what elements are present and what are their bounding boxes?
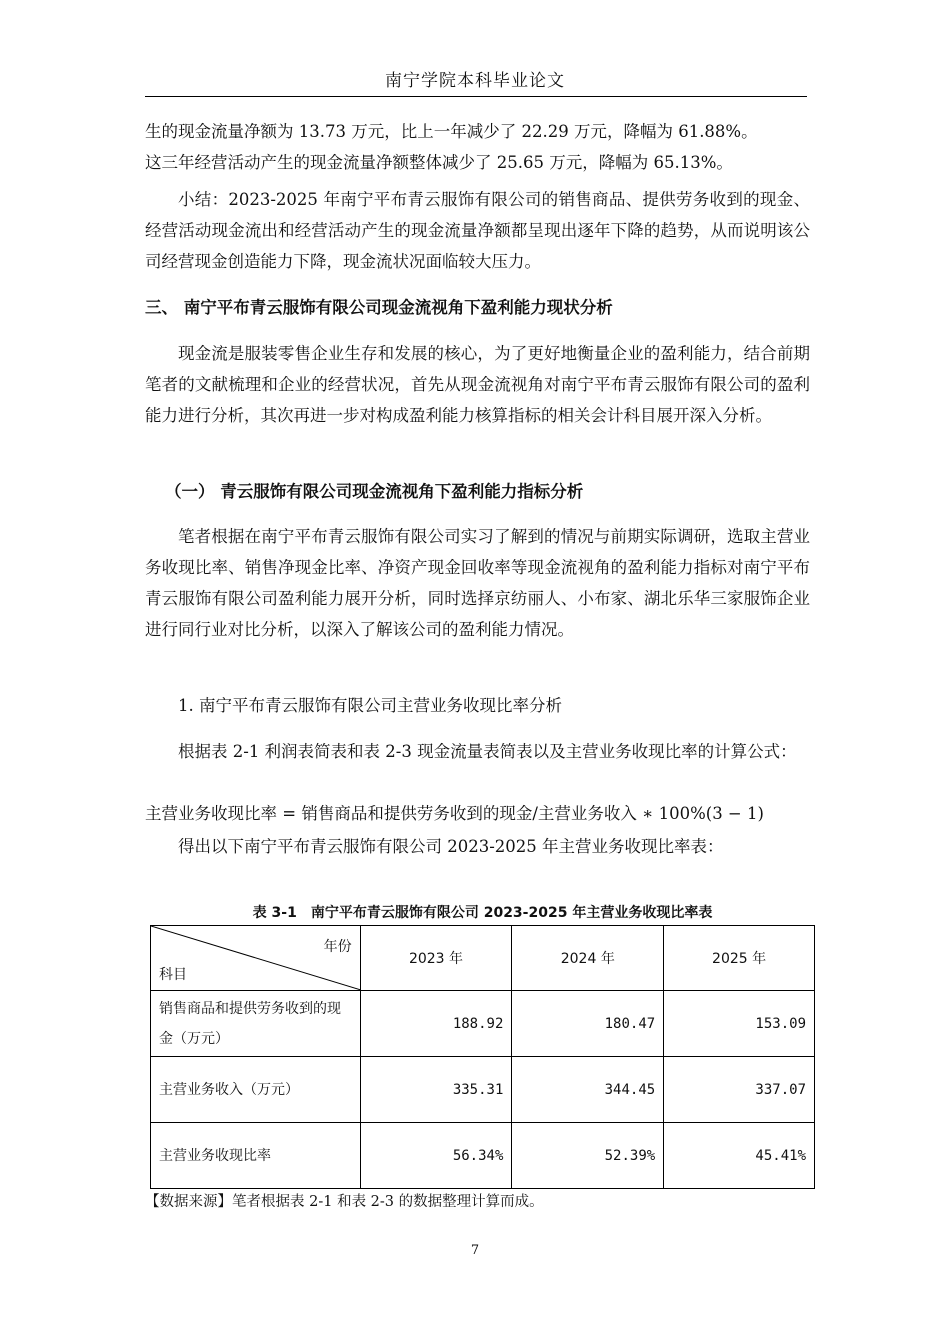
corner-label-year: 年份 — [323, 939, 352, 955]
body-paragraph: 现金流是服装零售企业生存和发展的核心，为了更好地衡量企业的盈利能力，结合前期笔者的文献梳理和企业的经营状况，首先从现金流视角对南宁平布青云服饰有限公司的盈利能力进行分析，其次再进一步对构成盈利能力核算指标的相关会计科目展开深入分析。 — [145, 344, 810, 425]
table-row — [151, 1123, 815, 1189]
table-cell: 52.39% — [512, 1123, 664, 1189]
table-cell: 153.09 — [664, 991, 815, 1057]
row-label: 销售商品和提供劳务收到的现金（万元） — [151, 991, 361, 1057]
summary-paragraph: 小结：2023-2025 年南宁平布青云服饰有限公司的销售商品、提供劳务收到的现金、经营活动现金流出和经营活动产生的现金流量净额都呈现出逐年下降的趋势，从而说明该公司经营现金创造能力下降，现金流状况面临较大压力。 — [145, 190, 810, 271]
table-cell: 188.92 — [360, 991, 512, 1057]
row-label: 主营业务收现比率 — [151, 1123, 361, 1189]
row-label: 主营业务收入（万元） — [151, 1057, 361, 1123]
subsection-heading: （一） 青云服饰有限公司现金流视角下盈利能力指标分析 — [165, 482, 584, 501]
body-paragraph: 根据表 2-1 利润表简表和表 2-3 现金流量表简表以及主营业务收现比率的计算公式： — [178, 742, 797, 761]
table-cell: 45.41% — [664, 1123, 815, 1189]
body-paragraph: 得出以下南宁平布青云服饰有限公司 2023-2025 年主营业务收现比率表： — [178, 837, 724, 856]
column-header: 2025 年 — [664, 926, 815, 991]
table-caption: 表 3-1 南宁平布青云服饰有限公司 2023-2025 年主营业务收现比率表 — [252, 905, 713, 921]
running-header: 南宁学院本科毕业论文 — [385, 71, 565, 91]
table-cell: 344.45 — [512, 1057, 664, 1123]
header-rule — [145, 96, 807, 97]
column-header: 2023 年 — [360, 926, 512, 991]
corner-label-subject: 科目 — [159, 967, 187, 983]
diagonal-header-cell — [151, 926, 361, 991]
column-header: 2024 年 — [512, 926, 664, 991]
table-cell: 337.07 — [664, 1057, 815, 1123]
numbered-heading: 1. 南宁平布青云服饰有限公司主营业务收现比率分析 — [178, 696, 562, 715]
paragraph-line: 这三年经营活动产生的现金流量净额整体减少了 25.65 万元，降幅为 65.13%。 — [145, 153, 733, 172]
section-heading: 三、 南宁平布青云服饰有限公司现金流视角下盈利能力现状分析 — [145, 298, 613, 317]
table-header-row — [151, 926, 815, 991]
table-cell: 335.31 — [360, 1057, 512, 1123]
table-row — [151, 991, 815, 1057]
table-cell: 56.34% — [360, 1123, 512, 1189]
body-paragraph: 笔者根据在南宁平布青云服饰有限公司实习了解到的情况与前期实际调研，选取主营业务收现比率、销售净现金比率、净资产现金回收率等现金流视角的盈利能力指标对南宁平布青云服饰有限公司盈利能力展开分析，同时选择京纺丽人、小布家、湖北乐华三家服饰企业进行同行业对比分析，以深入了解该公司的盈利能力情况。 — [145, 527, 810, 639]
table-cell: 180.47 — [512, 991, 664, 1057]
formula: 主营业务收现比率 = 销售商品和提供劳务收到的现金/主营业务收入 ∗ 100%(3 − 1) — [145, 804, 764, 823]
page-number: 7 — [470, 1243, 480, 1258]
data-source-note: 【数据来源】笔者根据表 2-1 和表 2-3 的数据整理计算而成。 — [145, 1194, 544, 1210]
paragraph-line: 生的现金流量净额为 13.73 万元，比上一年减少了 22.29 万元，降幅为 61.88%。 — [145, 122, 758, 141]
table-row — [151, 1057, 815, 1123]
data-table — [150, 925, 815, 1189]
